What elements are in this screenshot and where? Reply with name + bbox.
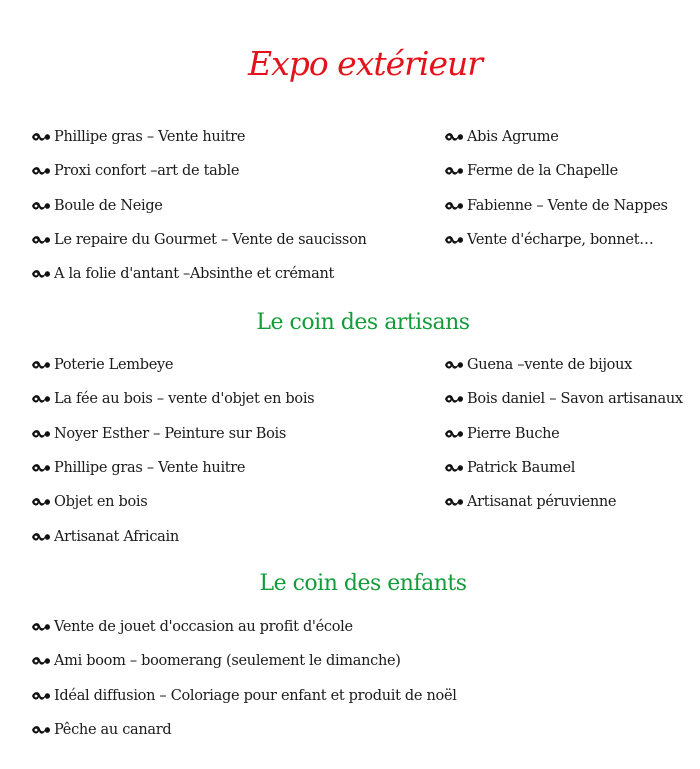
ornament-bullet-icon — [31, 131, 51, 143]
list-item: A la folie d'antant –Absinthe et crémant — [31, 257, 367, 291]
ornament-bullet-icon — [31, 462, 51, 474]
list-item: Vente d'écharpe, bonnet… — [444, 223, 668, 257]
list-item: Phillipe gras – Vente huitre — [31, 120, 367, 154]
list-item: Pêche au canard — [31, 713, 457, 747]
list-item: Le repaire du Gourmet – Vente de saucisson — [31, 223, 367, 257]
list-item: La fée au bois – vente d'objet en bois — [31, 382, 314, 416]
list-item: Ferme de la Chapelle — [444, 154, 668, 188]
title-coin-des-artisans: Le coin des artisans — [256, 310, 470, 335]
list-item: Abis Agrume — [444, 120, 668, 154]
ornament-bullet-icon — [31, 268, 51, 280]
list-item: Pierre Buche — [444, 417, 683, 451]
list-item: Bois daniel – Savon artisanaux — [444, 382, 683, 416]
list-item: Boule de Neige — [31, 189, 367, 223]
list-item: Proxi confort –art de table — [31, 154, 367, 188]
ornament-bullet-icon — [31, 428, 51, 440]
ornament-bullet-icon — [444, 200, 464, 212]
ornament-bullet-icon — [31, 531, 51, 543]
ornament-bullet-icon — [31, 690, 51, 702]
list-item: Objet en bois — [31, 485, 314, 519]
ornament-bullet-icon — [31, 393, 51, 405]
ornament-bullet-icon — [444, 462, 464, 474]
list-expo-right — [444, 120, 668, 257]
list-item: Noyer Esther – Peinture sur Bois — [31, 417, 314, 451]
list-item: Patrick Baumel — [444, 451, 683, 485]
list-item: Artisanat Africain — [31, 519, 314, 553]
ornament-bullet-icon — [31, 359, 51, 371]
list-item: Idéal diffusion – Coloriage pour enfant et produit de noël — [31, 679, 457, 713]
list-item: Guena –vente de bijoux — [444, 348, 683, 382]
list-item: Artisanat péruvienne — [444, 485, 683, 519]
ornament-bullet-icon — [31, 724, 51, 736]
title-expo-exterieur: Expo extérieur — [248, 44, 482, 83]
list-item: Vente de jouet d'occasion au profit d'école — [31, 610, 457, 644]
list-item: Fabienne – Vente de Nappes — [444, 189, 668, 223]
list-item: Ami boom – boomerang (seulement le dimanche) — [31, 644, 457, 678]
ornament-bullet-icon — [444, 131, 464, 143]
ornament-bullet-icon — [31, 200, 51, 212]
ornament-bullet-icon — [444, 234, 464, 246]
list-artisans-right — [444, 348, 683, 519]
list-expo-left — [31, 120, 367, 291]
ornament-bullet-icon — [444, 428, 464, 440]
ornament-bullet-icon — [444, 393, 464, 405]
ornament-bullet-icon — [31, 234, 51, 246]
ornament-bullet-icon — [31, 165, 51, 177]
ornament-bullet-icon — [444, 496, 464, 508]
list-artisans-left — [31, 348, 314, 554]
ornament-bullet-icon — [444, 165, 464, 177]
ornament-bullet-icon — [31, 621, 51, 633]
ornament-bullet-icon — [31, 655, 51, 667]
list-enfants — [31, 610, 457, 747]
title-coin-des-enfants: Le coin des enfants — [259, 571, 467, 596]
ornament-bullet-icon — [444, 359, 464, 371]
list-item: Poterie Lembeye — [31, 348, 314, 382]
ornament-bullet-icon — [31, 496, 51, 508]
list-item: Phillipe gras – Vente huitre — [31, 451, 314, 485]
